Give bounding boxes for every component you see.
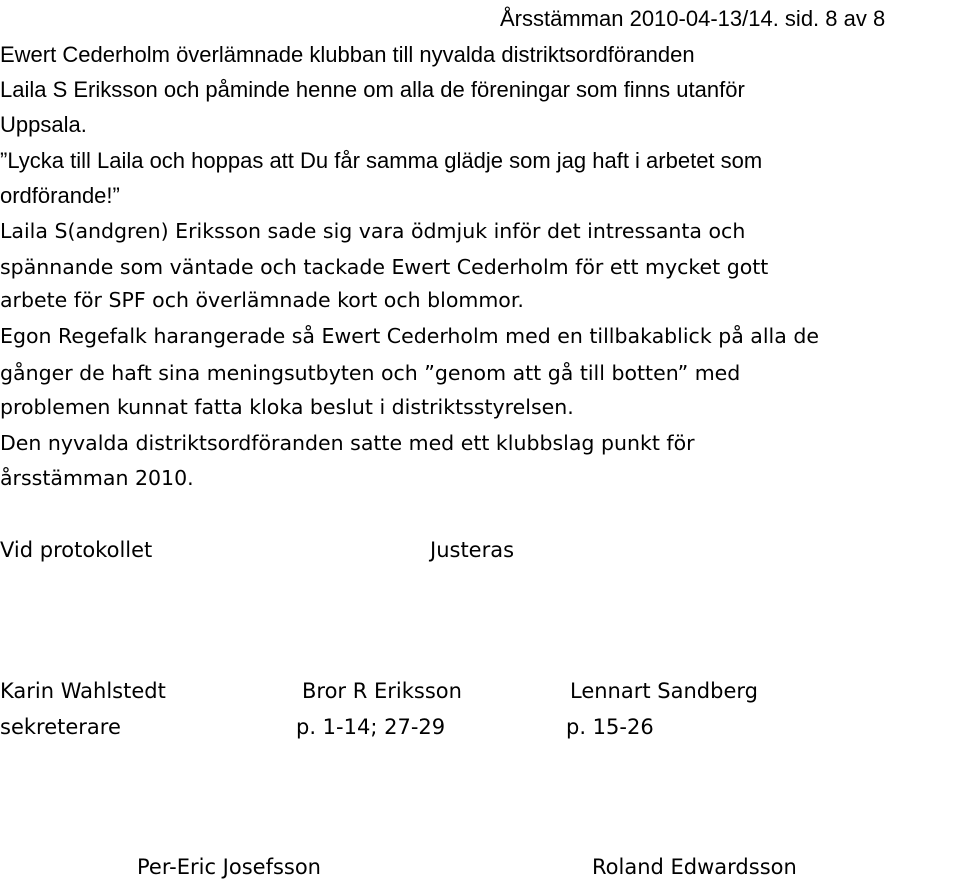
adjusted-label: Justeras [430,538,515,562]
signer-role: sekreterare [0,715,121,739]
signer-name: Bror R Eriksson [302,679,462,703]
body-line: Laila S(andgren) Eriksson sade sig vara ödmjuk inför det intressanta och [0,219,746,243]
body-line: Uppsala. [0,112,87,137]
body-line: spännande som väntade och tackade Ewert Cederholm för ett mycket gott [0,255,769,279]
signer-role: p. 1-14; 27-29 [296,715,446,739]
witness-name: Roland Edwardsson [592,855,797,879]
page-header: Årsstämman 2010-04-13/14. sid. 8 av 8 [500,6,886,31]
witness-name: Per-Eric Josefsson [137,855,321,879]
body-line: Den nyvalda distriktsordföranden satte med ett klubbslag punkt för [0,431,695,455]
signer-name: Karin Wahlstedt [0,679,166,703]
body-line: problemen kunnat fatta kloka beslut i distriktsstyrelsen. [0,395,574,419]
body-line: ordförande!” [0,183,120,208]
body-line: ”Lycka till Laila och hoppas att Du får samma glädje som jag haft i arbetet som [0,148,763,173]
body-line: Egon Regefalk harangerade så Ewert Cederholm med en tillbakablick på alla de [0,324,819,348]
recorded-label: Vid protokollet [0,538,153,562]
signer-name: Lennart Sandberg [570,679,758,703]
body-line: arbete för SPF och överlämnade kort och blommor. [0,288,524,312]
body-line: Laila S Eriksson och påminde henne om alla de föreningar som finns utanför [0,77,745,102]
body-line: årsstämman 2010. [0,466,194,490]
body-line: gånger de haft sina meningsutbyten och ”genom att gå till botten” med [0,361,741,385]
signer-role: p. 15-26 [566,715,654,739]
body-line: Ewert Cederholm överlämnade klubban till nyvalda distriktsordföranden [0,42,695,67]
